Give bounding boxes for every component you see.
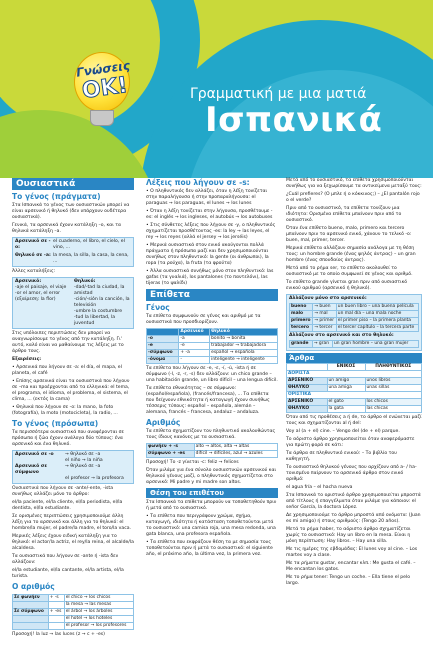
- paragraph: Δε χρησιμοποιούμε το άρθρο μπροστά από ονόματα: (Juan es mi amigo) ή στους αριθμούς: (Tengo 20 años).: [286, 513, 421, 524]
- paragraph: • Επίσης αρσενικά είναι τα ουσιαστικά που λήγουν σε –ma και προέρχονται από τα ελληνικά: el tema, el programa, el idioma, el problema, el sistema, el clima, ... (εκτός la cama): [12, 379, 130, 402]
- table-cell: el tercer capítulo – la tercera parte: [336, 325, 418, 332]
- box-value: → θηλυκό σε –a: [65, 464, 101, 469]
- paragraph: Το αόριστο άρθρο χρησιμοποιείται όταν αναφερόμαστε για πρώτη φορά σε κάτι:: [286, 437, 415, 448]
- paragraph: el/la estudiante, el/la cantante, el/la artista, el/la turista.: [12, 568, 124, 579]
- table-row: [147, 444, 278, 451]
- table-cell: el profesor → los profesores: [64, 623, 133, 630]
- table-cell: primero: [290, 318, 313, 325]
- paragraph: Το επίθετο grande γίνεται gran πριν από ουσιαστικό ενικού αριθμού (αρσενικό ή θηλυκό).: [286, 280, 408, 291]
- table-cell: difícil → difíciles, azul → azules: [194, 451, 277, 458]
- subsection-title: Το γένος (πράγματα): [12, 192, 101, 201]
- paragraph: Τα επίθετα συμφωνούν σε γένος και αριθμό με τα ουσιαστικά που προσδιορίζουν.: [146, 314, 261, 325]
- table-cell: la gata: [327, 406, 365, 413]
- box-head: Αλλάζουν μόνο στο αρσενικό:: [289, 296, 367, 301]
- table-row: [290, 341, 419, 348]
- paragraph: Μετά το ρήμα haber, το αόριστο άρθρο σχηματίζεται χωρίς το ουσιαστικό: Hay un libro en la mesa. Είναι η μόνη περίπτωση: Hay libros. – Hay una silla.: [286, 527, 411, 544]
- paragraph: Το ουσιαστικό θηλυκού γένους που αρχίζουν από a- / ha- τονισμένο παίρνουν το αρσενικό άρθρο στον ενικό αριθμό:: [286, 465, 417, 482]
- box-label: Αρσενικό σε σύμφωνο: [15, 464, 48, 475]
- paragraph: Με τις ημέρες της εβδομάδας: El lunes voy al cine. – Los martes voy a clase.: [286, 547, 418, 558]
- logo-text-top: Γνώσεις: [75, 58, 131, 80]
- subsection-title: Γένος: [146, 303, 170, 312]
- endings-head: Θηλυκό:: [74, 279, 96, 284]
- paragraph: Μερικά επίθετα αλλάζουν σημασία ανάλογα με τη θέση τους: un hombre grande (ένας ψηλός άντρας) – un gran hombre (ένας σπουδαίος άντρας).: [286, 246, 416, 263]
- table-row: [287, 385, 422, 392]
- table-cell: [13, 602, 49, 609]
- logo-text-bottom: OK!: [80, 72, 130, 105]
- endings-list: -aje el paisaje, el viaje -or el amor, el error (εξαίρεση: la flor): [15, 285, 67, 302]
- section-title-nouns: Ουσιαστικά: [12, 178, 134, 190]
- paragraph: Με τα ρήματα gustar, encantar κλπ.: Me gusta el café. – Me encantan los gatos.: [286, 561, 416, 572]
- box-value: la mesa, la silla, la casa, la cena, ...: [53, 253, 129, 264]
- adjective-shortening-box: [286, 294, 422, 351]
- paragraph: [12, 357, 134, 363]
- box-label: Αρσενικό σε -o: [15, 452, 54, 457]
- table-header: [287, 364, 328, 371]
- table-row: [13, 609, 134, 616]
- paragraph: Τα περισσότερα ουσιαστικά που αναφέρονται σε πρόσωπα ή ζώα έχουν ανάλογα δύο τύπους: ένα αρσενικό και ένα θηλυκό.: [12, 430, 125, 447]
- shortening-table-2: [289, 340, 419, 348]
- shortening-table: [289, 303, 419, 332]
- paragraph: Ουσιαστικά που λήγουν σε -ante/-ente, -ista συνήθως αλλάζει μόνο το άρθρο:: [12, 486, 114, 497]
- box-label: [15, 476, 63, 482]
- table-cell: [13, 623, 49, 630]
- paragraph: • Θηλυκά που λήγουν σε -o: la mano, la foto (fotografía), la moto (motocicleta), la radio, ...: [12, 405, 118, 416]
- paragraph: • Όταν η λέξη τονίζεται στην λήγουσα, προσθέτουμε -es: el inglés → los ingleses, el autobús → los autobuses: [146, 209, 273, 220]
- subsection-title: Λέξεις που λήγουν σε -s:: [146, 178, 250, 187]
- logo: [70, 52, 132, 134]
- subsection-title: Ο αριθμός: [12, 582, 55, 591]
- gender-box: [12, 237, 134, 267]
- table-cell: español → española: [210, 350, 278, 357]
- column-1: [12, 178, 134, 640]
- table-header: Αρσενικό: [179, 329, 210, 336]
- table-cell: ΑΡΣΕΝΙΚΟ: [287, 378, 328, 385]
- table-row: [147, 357, 278, 364]
- table-cell: -o: [147, 336, 179, 343]
- table-row: [13, 623, 134, 630]
- table-row: [290, 318, 419, 325]
- paragraph: Προσοχή! Το -z γίνεται -c: feliz → felices: [146, 460, 239, 465]
- table-cell: -e: [147, 343, 179, 350]
- table-cell: unas sillas: [365, 385, 421, 392]
- box-head: Αλλάζουν στο αρσενικό και στο θηλυκό:: [289, 333, 394, 338]
- paragraph: Στις υπόλοιπες περιπτώσεις δεν μπορεί να αναγνωρίσουμε το γένος από την κατάληξη. Γι' αυτό, καλό είναι να μαθαίνουμε τις λέξεις με το άρθρο τους.: [12, 331, 124, 354]
- paragraph: • Τα επίθετα που περιγράφουν χρώμα, σχήμα, καταγωγή, ιδιότητα ή κατάσταση τοποθετούνται μετά το ουσιαστικό: una camisa roja, una mesa redonda, una gata blanca, una profesora española.: [146, 514, 276, 537]
- table-cell: [13, 616, 49, 623]
- table-row: [287, 392, 422, 399]
- table-cell: bueno: [290, 304, 313, 311]
- table-subheader: ΟΡΙΣΤΙΚΑ: [287, 392, 422, 399]
- paragraph: Πριν από το ουσιαστικό, τα επίθετα τονίζουν μια ιδιότητα: Ορισμένα επίθετα μπαίνουν πριν από το ουσιαστικό.: [286, 206, 402, 223]
- paragraph: Στα Ισπανικά το γένος των ουσιαστικών μπορεί να είναι αρσενικό ή θηλυκό (δεν υπάρχουν ουδέτερα ουσιαστικά).: [12, 203, 130, 220]
- table-cell: un mal día – una mala noche: [336, 311, 418, 318]
- table-cell: un buen libro – una buena película: [336, 304, 418, 311]
- table-cell: malo: [290, 311, 313, 318]
- table-cell: el chico → los chicos: [64, 595, 133, 602]
- table-cell: los chicos: [365, 399, 421, 406]
- box-label: Θηλυκό σε -a:: [15, 253, 51, 258]
- table-header: [147, 329, 179, 336]
- table-header: ΠΛΗΘΥΝΤΙΚΟΣ: [365, 364, 421, 371]
- table-row: [287, 371, 422, 378]
- paragraph: Γενικά, τα αρσενικά έχουν κατάληξη –o, και τα θηλυκά κατάληξη –a.: [12, 223, 122, 234]
- box-value: el profesor → la profesora: [65, 476, 124, 481]
- paragraph: Μετά από το ουσιαστικό, τα επίθετα χρησιμοποιούνται συνήθως για να ξεχωρίσουμε τα αντικείμενα μεταξύ τους:: [286, 178, 422, 189]
- subsection-banner: Θέση του επιθέτου: [146, 488, 278, 498]
- paragraph: Όταν από τις προθέσεις a ή de, το άρθρο el ενώνεται μαζί τους και σχηματίζονται al ή del:: [286, 415, 422, 426]
- table-cell: trabajador → trabajadora: [210, 343, 278, 350]
- table-cell: → tercer: [313, 325, 336, 332]
- table-cell: la mesa → las mesas: [64, 602, 133, 609]
- paragraph: • Ο πληθυντικός δεν αλλάζει, όταν η λέξη τονίζεται στην παραλήγουσα ή στην προπαραλήγουσα: el paraguas → los paraguas, el lunes → los lunes: [146, 189, 268, 206]
- page-title: Ισπανικά: [205, 100, 383, 140]
- table-cell: ΘΗΛΥΚΟ: [287, 406, 328, 413]
- paragraph: Voy al (a + el) cine. – Vengo del (de + el) parque.: [286, 429, 400, 434]
- adjective-gender-table: [146, 328, 278, 364]
- table-cell: -: [179, 357, 210, 364]
- endings-box: [12, 277, 134, 329]
- header-banner: [0, 0, 433, 178]
- endings-head: Αρσενικό:: [15, 279, 42, 284]
- table-cell: ΘΗΛΥΚΟ: [287, 385, 328, 392]
- paragraph: Τα επίθετα που λήγουν σε -e, -ε, -í, -ú, -ista ή σε σύμφωνο (-l, -z, -r, -s) δεν αλλάζουν: un chico grande – una habitación grande, un libro difícil – una lengua difícil.: [146, 366, 278, 383]
- table-cell: → gran: [312, 341, 332, 348]
- endings-list: -dad/-tad la ciudad, la amistad -ción/-sión la canción, la televisión -umbre la costumbre -tud la libertad, la juventud: [74, 285, 130, 326]
- table-row: [13, 616, 134, 623]
- subsection-title: Το γένος (πρόσωπα): [12, 419, 99, 428]
- section-title-articles: Άρθρα: [286, 353, 422, 363]
- paragraph: • Άλλα ουσιαστικά συνήθως μόνο στον πληθυντικό: las gafas (τα γυαλιά), los pantalones (το παντελόνι), las tijeras (το ψαλίδι): [146, 269, 274, 286]
- table-cell: tercero: [290, 325, 313, 332]
- table-cell: -σύμφωνο: [147, 350, 179, 357]
- table-cell: alto → altos, alta → altas: [194, 444, 277, 451]
- box-value: → θηλυκό σε –a: [65, 452, 101, 457]
- table-header: Θηλυκό: [210, 329, 278, 336]
- table-cell: las chicas: [365, 406, 421, 413]
- articles-table: [286, 363, 422, 413]
- subsection-title: Αριθμός: [146, 418, 181, 427]
- table-cell: el primer piso – la primera planta: [336, 318, 418, 325]
- table-cell: -a: [179, 336, 210, 343]
- paragraph: Τα επίθετα εθνικότητας – σε σύμφωνο: (español/española), (francés/francesa), ... Τα επίθετα που δείχνουν εθνικότητα ή καταγωγή έχουν συνήθως τέσσερις τύπους: español – española, alemán – alemana, francés – francesa, andaluz – andaluza.: [146, 386, 270, 415]
- paragraph: Τα άρθρα σε πληθυντικό ενικού: – Το βιβλίο του καθηγητή.: [286, 451, 397, 462]
- paragraph: Τα ουσιαστικά που λήγουν σε -ante ή -ista δεν αλλάζουν:: [12, 554, 119, 565]
- paragraph: • Αρσενικά που λήγουν σε -a: el día, el mapa, el planeta, el café: [12, 365, 122, 376]
- table-cell: una amiga: [327, 385, 365, 392]
- table-row: [13, 595, 134, 602]
- paragraph: Όταν ένα επίθετο bueno, malo, primero και tercero μπαίνουν πριν το αρσενικό ενικό, χάνουν το τελικό -o: buen, mal, primer, tercer.: [286, 226, 412, 243]
- table-cell: → primer: [313, 318, 336, 325]
- table-cell: φωνήεν + -s: [147, 444, 195, 451]
- table-cell: → buen: [313, 304, 336, 311]
- paragraph: Μερικές λέξεις έχουν ειδική κατάληξη για το θηλυκό: el actor/la actriz, el rey/la reina, el alcalde/la alcaldesa.: [12, 534, 134, 551]
- table-row: [287, 399, 422, 406]
- table-cell: Σε σύμφωνο: [13, 609, 49, 616]
- column-3: [286, 178, 422, 589]
- table-row: [147, 343, 278, 350]
- paragraph: Άλλες καταλήξεις:: [12, 269, 56, 274]
- table-subheader: ΑΟΡΙΣΤΑ: [287, 371, 422, 378]
- paragraph: el agua fría – el hacha nueva: [286, 485, 353, 490]
- table-row: [147, 350, 278, 357]
- table-row: [287, 378, 422, 385]
- table-cell: [48, 602, 64, 609]
- table-cell: el hotel → los hoteles: [64, 616, 133, 623]
- table-cell: [48, 616, 64, 623]
- table-row: [287, 364, 422, 371]
- table-cell: ΑΡΣΕΝΙΚΟ: [287, 399, 328, 406]
- table-row: [290, 325, 419, 332]
- table-header: ΕΝΙΚΟΣ: [327, 364, 365, 371]
- table-row: [147, 336, 278, 343]
- paragraph: • Τα επίθετα που εκφράζουν θέση τα με σημασία τους τοποθετούνται πριν ή μετά το ουσιαστικό: el siguiente año, el próximo año, la última vez, la primera vez.: [146, 540, 273, 557]
- box-value: el cuaderno, el libro, el cielo, el vino, ...: [53, 239, 125, 250]
- paragraph: Σε ορισμένες περιπτώσεις χρησιμοποιούμε άλλη λέξη για το αρσενικό και άλλη για το θηλυκό: el hombre/la mujer, el padre/la madre, el toro/la vaca.: [12, 514, 131, 531]
- box-label: Αρσενικό σε -o:: [15, 239, 51, 250]
- table-cell: Σε φωνήεν: [13, 595, 49, 602]
- table-cell: -e: [179, 343, 210, 350]
- table-row: [147, 451, 278, 458]
- table-cell: el árbol → los árboles: [64, 609, 133, 616]
- adjective-number-table: [146, 443, 278, 458]
- table-row: [290, 311, 419, 318]
- paragraph: • Στις σύνθετες λέξεις που λήγουν σε -y, ο πληθυντικός σχηματίζεται προσθέτοντας -es: la ley → las leyes, el rey → los reyes (αλλά el jersey → los jerséis): [146, 223, 276, 240]
- table-cell: + -s: [48, 595, 64, 602]
- paragraph-head: Εξαιρέσεις:: [12, 357, 42, 362]
- table-cell: + -es: [48, 609, 64, 616]
- paragraph: Όταν μιλάμε για ένα σύνολο ουσιαστικών αρσενικού και θηλυκού γένους μαζί, ο πληθυντικός σχηματίζεται στο αρσενικό: Mi padre y mi madre son altos.: [146, 468, 277, 485]
- table-row: [13, 602, 134, 609]
- table-row: [290, 304, 419, 311]
- table-row: [287, 406, 422, 413]
- table-row: [147, 329, 278, 336]
- paragraph: • Μερικά ουσιαστικά στον ενικό ακούγονται πολλά πράγματα ή πρόσωπα μαζί και δεν χρησιμοποιούνται συνήθως στον πληθυντικό: la gente (οι άνθρωποι), la ropa (τα ρούχα), la fruta (τα φρούτα): [146, 243, 269, 266]
- paragraph: Τα επίθετα σχηματίζουν τον πληθυντικό ακολουθώντας τους ίδιους κανόνες με τα ουσιαστικά.: [146, 429, 276, 440]
- paragraph: Προσοχή! la luz → las luces (z → c + -es): [12, 632, 105, 637]
- paragraph: Στα Ισπανικά τα επίθετα μπορούν να τοποθετηθούν πριν ή μετά από το ουσιαστικό.: [146, 500, 277, 511]
- table-cell: bonito → bonita: [210, 336, 278, 343]
- table-cell: inteligente → inteligente: [210, 357, 278, 364]
- table-cell: -όνομα: [147, 357, 179, 364]
- table-cell: un amigo: [327, 378, 365, 385]
- column-2: [146, 178, 278, 560]
- section-title-adjectives: Επίθετα: [146, 289, 278, 301]
- paragraph: ¿Cuál prefieres? (Ο μπλε ή ο κόκκινος;) – ¿El pantalón rojo o el verde?: [286, 192, 420, 203]
- number-table: [12, 594, 134, 630]
- paragraph: el/la paciente, el/la cliente, el/la periodista, el/la dentista, el/la estudiante.: [12, 500, 123, 511]
- table-cell: + -a: [179, 350, 210, 357]
- table-cell: un gran hombre – una gran mujer: [333, 341, 419, 348]
- paragraph: Με το ρήμα tener: Tengo un coche. – Ella tiene el pelo largo.: [286, 575, 411, 586]
- person-box: [12, 450, 134, 484]
- table-cell: el gato: [327, 399, 365, 406]
- box-value: el niño → la niña: [65, 458, 103, 463]
- paragraph: Μετά από το ρήμα ser, το επίθετο ακολουθεί το ουσιαστικό με το οποίο συμφωνεί σε γένος και αριθμό.: [286, 266, 413, 277]
- table-cell: → mal: [313, 311, 336, 318]
- table-cell: unos libros: [365, 378, 421, 385]
- table-cell: σύμφωνο + -es: [147, 451, 195, 458]
- table-cell: [48, 623, 64, 630]
- paragraph: Στα Ισπανικά το οριστικό άρθρο χρησιμοποιείται μπροστά από τίτλους ή επαγγέλματα όταν μιλάμε για κάποιον: el señor García, la doctora López.: [286, 493, 421, 510]
- table-cell: grande: [290, 341, 313, 348]
- lightbulb-base: [90, 110, 114, 126]
- page-subtitle: Γραμματική με μια ματιά: [190, 86, 367, 102]
